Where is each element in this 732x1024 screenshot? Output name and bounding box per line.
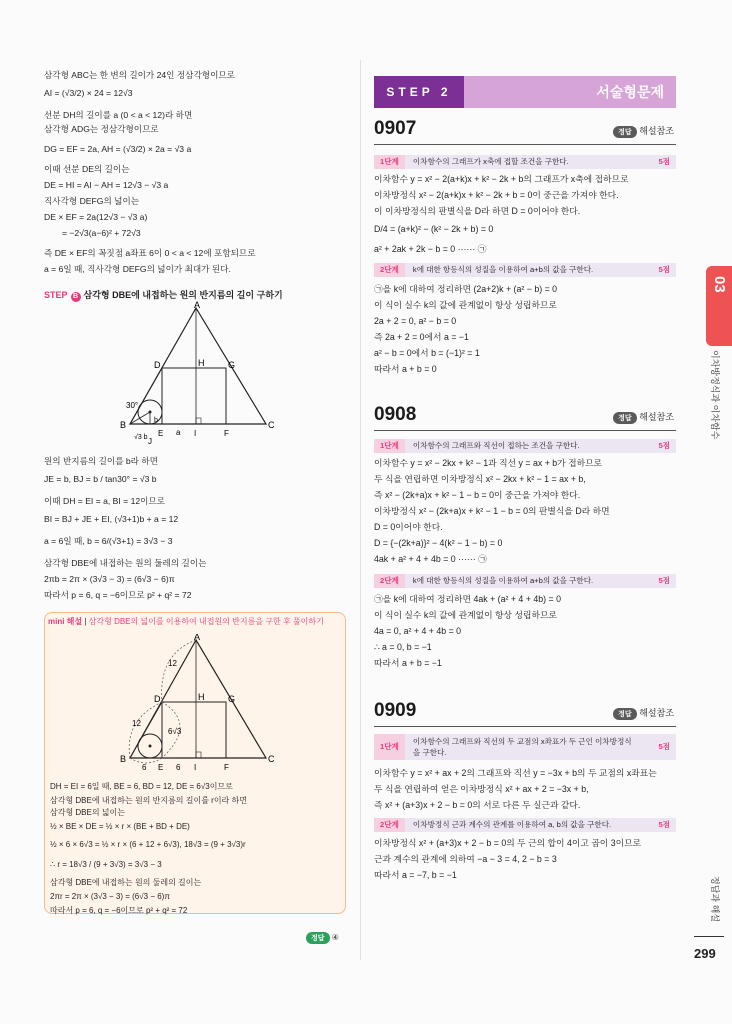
question-divider: [374, 430, 676, 431]
label-b: B: [120, 420, 127, 430]
label-b: B: [120, 754, 127, 764]
label-e: E: [158, 429, 164, 438]
mini-line: 2πr = 2π × (3√3 − 3) = (6√3 − 6)π: [50, 892, 170, 901]
text-line: BI = BJ + JE + EI, (√3+1)b + a = 12: [44, 514, 179, 524]
chapter-number: 03: [711, 276, 728, 293]
label-i: I: [194, 763, 197, 772]
text-line: 4a = 0, a² + 4 + 4b = 0: [374, 626, 462, 636]
text-line: 4ak + a² + 4 + 4b = 0 ······ ㉠: [374, 554, 487, 564]
text-line: = −2√3(a−6)² + 72√3: [62, 228, 141, 238]
step-text-2: 을 구한다.: [412, 748, 447, 757]
label-b-small: b: [154, 417, 158, 424]
triangle-figure-1: [118, 300, 278, 446]
text-line: 이차함수 y = x² + ax + 2의 그래프와 직선 y = −3x + b의 두 교점의 x좌표는: [374, 768, 657, 778]
step-bar: [374, 439, 676, 453]
label-d: D: [154, 360, 161, 370]
text-line: a = 6일 때, 직사각형 DEFG의 넓이가 최대가 된다.: [44, 264, 231, 274]
text-line: 즉 x² + (a+3)x + 2 − b = 0의 서로 다른 두 실근과 같다.: [374, 800, 581, 810]
label-c: C: [268, 754, 275, 764]
label-a-small: a: [176, 428, 181, 437]
step-text: 이차방정식 근과 계수의 관계를 이용하여 a, b의 값을 구한다.: [412, 820, 612, 829]
text-line: a² + 2ak + 2k − b = 0 ······ ㉠: [374, 244, 487, 254]
chapter-tab[interactable]: [706, 266, 732, 346]
step-text: 이차함수의 그래프와 직선이 접하는 조건을 구한다.: [412, 441, 580, 450]
step-tag: 2단계: [374, 574, 405, 588]
column-divider: [360, 60, 361, 960]
text-line: 선분 DH의 길이를 a (0 < a < 12)라 하면: [44, 110, 193, 120]
text-line: ∴ a = 0, b = −1: [374, 642, 432, 652]
step-text: k에 대한 항등식의 성질을 이용하여 a+b의 값을 구한다.: [412, 576, 594, 585]
text-line: 삼각형 ADG는 정삼각형이므로: [44, 124, 159, 134]
text-line: 이 이차방정식의 판별식을 D라 하면 D = 0이어야 한다.: [374, 206, 581, 216]
step-points: 5점: [658, 742, 670, 751]
answer-ref-text: 해설참조: [639, 126, 674, 136]
step-title: 삼각형 DBE에 내접하는 원의 반지름의 길이 구하기: [83, 290, 283, 300]
text-line: a² − b = 0에서 b = (−1)² = 1: [374, 348, 480, 358]
page-number-rule: [694, 936, 724, 937]
label-g: G: [228, 360, 236, 370]
label-a: A: [194, 300, 201, 310]
triangle-figure-2: [118, 634, 278, 774]
step-label: STEP: [44, 290, 68, 300]
text-line: D/4 = (a+k)² − (k² − 2k + b) = 0: [374, 224, 494, 234]
text-line: 이 식이 실수 k의 값에 관계없이 항상 성립하므로: [374, 300, 557, 310]
label-12-left: 12: [132, 719, 141, 728]
text-line: DG = EF = 2a, AH = (√3/2) × 2a = √3 a: [44, 144, 192, 154]
answer-pill: 정답: [306, 932, 330, 944]
text-line: AI = (√3/2) × 24 = 12√3: [44, 88, 133, 98]
step-points: 5점: [658, 157, 670, 166]
section-title: 서술형문제: [596, 84, 664, 100]
text-line: D = {−(2k+a)}² − 4(k² − 1 − b) = 0: [374, 538, 503, 548]
question-number: 0909: [374, 700, 417, 721]
step-bar: [374, 263, 676, 277]
text-line: 따라서 p = 6, q = −6이므로 p² + q² = 72: [44, 590, 192, 600]
chapter-title: 이차방정식과 이차함수: [710, 350, 720, 440]
step-text: 이차함수의 그래프가 x축에 접할 조건을 구한다.: [412, 157, 569, 166]
answer: [306, 932, 339, 944]
text-line: JE = b, BJ = b / tan30° = √3 b: [44, 474, 157, 484]
text-line: 삼각형 DBE에 내접하는 원의 둘레의 길이는: [44, 558, 207, 568]
mini-subtitle: 삼각형 DBE의 넓이를 이용하여 내접원의 반지름을 구한 후 풀이하기: [88, 617, 324, 626]
page-number: 299: [694, 946, 716, 961]
answer-pill: 정답: [613, 412, 637, 424]
text-line: 2a + 2 = 0, a² − b = 0: [374, 316, 457, 326]
step-badge: B: [71, 292, 81, 302]
step-tag: 2단계: [374, 263, 405, 277]
step-text: 이차함수의 그래프와 직선의 두 교점의 x좌표가 두 근인 이차방정식: [412, 737, 632, 746]
label-d: D: [154, 694, 161, 704]
text-line: 2πb = 2π × (3√3 − 3) = (6√3 − 6)π: [44, 574, 175, 584]
text-line: 이차방정식 x² + (a+3)x + 2 − b = 0의 두 근의 합이 4이고 곱이 3이므로: [374, 838, 642, 848]
label-j: J: [148, 437, 152, 446]
answer-pill: 정답: [613, 708, 637, 720]
mini-line: DH = EI = 6일 때, BE = 6, BD = 12, DE = 6√3이므로: [50, 782, 233, 791]
step-text: k에 대한 항등식의 성질을 이용하여 a+b의 값을 구한다.: [412, 265, 594, 274]
text-line: 이 식이 실수 k의 값에 관계없이 항상 성립하므로: [374, 610, 557, 620]
step-bar: [374, 818, 676, 832]
step2-label: STEP 2: [374, 76, 464, 108]
step-tag: 1단계: [374, 734, 405, 760]
question-number: 0908: [374, 404, 417, 425]
mini-line: ∴ r = 18√3 / (9 + 3√3) = 3√3 − 3: [50, 860, 162, 869]
mini-line: 삼각형 DBE에 내접하는 원의 반지름의 길이를 r이라 하면: [50, 796, 247, 805]
label-g: G: [228, 694, 236, 704]
text-line: 즉 2a + 2 = 0에서 a = −1: [374, 332, 469, 342]
answer-ref-text: 해설참조: [639, 412, 674, 422]
label-f: F: [224, 763, 229, 772]
step-points: 5점: [658, 820, 670, 829]
label-c: C: [268, 420, 275, 430]
answer-ref: [613, 706, 674, 720]
label-f: F: [224, 429, 229, 438]
mini-line: ½ × 6 × 6√3 = ½ × r × (6 + 12 + 6√3), 18√3 = (9 + 3√3)r: [50, 840, 246, 849]
mini-header: mini 해설 | 삼각형 DBE의 넓이를 이용하여 내접원의 반지름을 구한 후 풀이하기: [48, 617, 324, 626]
text-line: D = 0이어야 한다.: [374, 522, 443, 532]
text-line: 이때 선분 DE의 길이는: [44, 164, 130, 174]
text-line: 원의 반지름의 길이를 b라 하면: [44, 456, 158, 466]
step-tag: 2단계: [374, 818, 405, 832]
text-line: 따라서 a = −7, b = −1: [374, 870, 457, 880]
answer-pill: 정답: [613, 126, 637, 138]
question-divider: [374, 144, 676, 145]
label-h: H: [198, 358, 205, 368]
text-line: 즉 DE × EF의 꼭짓점 a좌표 6이 0 < a < 12에 포함되므로: [44, 248, 256, 258]
label-6-ei: 6: [176, 763, 181, 772]
step2-banner: [374, 76, 676, 108]
mini-line: 삼각형 DBE에 내접하는 원의 둘레의 길이는: [50, 878, 202, 887]
text-line: DE × EF = 2a(12√3 − √3 a): [44, 212, 148, 222]
text-line: 두 식을 연립하여 얻은 이차방정식 x² + ax + 2 = −3x + b,: [374, 784, 589, 794]
answer-ref: [613, 124, 674, 138]
text-line: DE = HI = AI − AH = 12√3 − √3 a: [44, 180, 169, 190]
text-line: 근과 계수의 관계에 의하여 −a − 3 = 4, 2 − b = 3: [374, 854, 557, 864]
question-number: 0907: [374, 118, 417, 139]
label-sb: √3 b: [134, 434, 148, 441]
answer-ref: [613, 410, 674, 424]
step-points: 5점: [658, 265, 670, 274]
text-line: a = 6일 때, b = 6/(√3+1) = 3√3 − 3: [44, 536, 173, 546]
label-a: A: [194, 634, 201, 642]
mini-line: ½ × BE × DE = ½ × r × (BE + BD + DE): [50, 822, 190, 831]
text-line: 직사각형 DEFG의 넓이는: [44, 196, 140, 206]
text-line: 이차방정식 x² − 2(a+k)x + k² − 2k + b = 0이 중근을 가져야 한다.: [374, 190, 619, 200]
answer-ref-text: 해설참조: [639, 708, 674, 718]
step-tag: 1단계: [374, 155, 405, 169]
mini-title: mini 해설: [48, 617, 83, 626]
section-name: 정답과 해설: [710, 876, 720, 922]
text-line: ㉠을 k에 대하여 정리하면 4ak + (a² + 4 + 4b) = 0: [374, 594, 561, 604]
step-bar: [374, 734, 676, 760]
label-i: I: [194, 429, 197, 438]
label-6-bottom: 6: [142, 763, 147, 772]
text-line: 이차방정식 x² − (2k+a)x + k² − 1 − b = 0의 판별식을 D라 하면: [374, 506, 610, 516]
step-points: 5점: [658, 576, 670, 585]
text-line: 따라서 a + b = −1: [374, 658, 442, 668]
mini-line: 삼각형 DBE의 넓이는: [50, 808, 125, 817]
label-angle: 30°: [126, 401, 139, 410]
step-tag: 1단계: [374, 439, 405, 453]
text-line: 즉 x² − (2k+a)x + k² − 1 − b = 0이 중근을 가져야 한다.: [374, 490, 581, 500]
step-bar: [374, 155, 676, 169]
label-12-top: 12: [168, 659, 177, 668]
text-line: 이차함수 y = x² − 2(a+k)x + k² − 2k + b의 그래프가 x축에 접하므로: [374, 174, 629, 184]
label-6root3: 6√3: [168, 727, 182, 736]
label-h: H: [198, 692, 205, 702]
text-line: 따라서 a + b = 0: [374, 364, 437, 374]
mini-line: 따라서 p = 6, q = −6이므로 p² + q² = 72: [50, 906, 188, 915]
text-line: 이때 DH = EI = a, BI = 12이므로: [44, 496, 166, 506]
step-points: 5점: [658, 441, 670, 450]
step-bar: [374, 574, 676, 588]
answer-value: ④: [331, 933, 339, 942]
text-line: 두 식을 연립하면 이차방정식 x² − 2kx + k² − 1 = ax + b,: [374, 474, 586, 484]
label-e: E: [158, 763, 164, 772]
question-divider: [374, 726, 676, 727]
text-line: ㉠을 k에 대하여 정리하면 (2a+2)k + (a² − b) = 0: [374, 284, 558, 294]
text-line: 이차함수 y = x² − 2kx + k² − 1과 직선 y = ax + b가 접하므로: [374, 458, 603, 468]
text-line: 삼각형 ABC는 한 변의 길이가 24인 정삼각형이므로: [44, 70, 235, 80]
